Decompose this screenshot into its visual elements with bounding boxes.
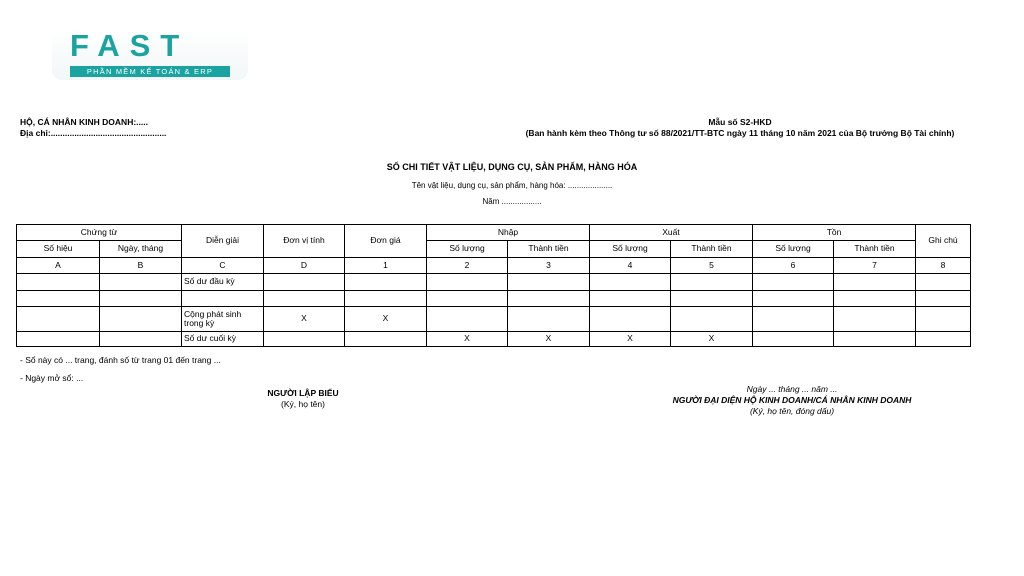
form-header bbox=[430, 117, 1024, 139]
logo-tagline: PHẦN MỀM KẾ TOÁN & ERP bbox=[70, 66, 230, 77]
code-cell: 7 bbox=[834, 258, 916, 274]
mark-cell: X bbox=[345, 307, 427, 332]
period-total-label: Cộng phát sinh trong kỳ bbox=[182, 307, 264, 332]
header-ton-thanh-tien: Thành tiền bbox=[834, 241, 916, 258]
code-cell: D bbox=[264, 258, 345, 274]
form-regulation: (Ban hành kèm theo Thông tư số 88/2021/TT-BTC ngày 11 tháng 10 năm 2021 của Bộ trưởng Bộ Tài chính) bbox=[525, 128, 955, 138]
code-cell: B bbox=[100, 258, 182, 274]
preparer-note: (Ký, họ tên) bbox=[281, 399, 325, 409]
open-date-note: - Ngày mở sổ: ... bbox=[20, 373, 84, 383]
header-xuat-thanh-tien: Thành tiền bbox=[671, 241, 753, 258]
header-don-gia: Đơn giá bbox=[345, 225, 427, 258]
form-number: Mẫu số S2-HKD bbox=[708, 117, 772, 127]
opening-balance-label: Số dư đầu kỳ bbox=[182, 274, 264, 291]
code-row bbox=[17, 258, 971, 274]
business-name: HỘ, CÁ NHÂN KINH DOANH:..... bbox=[20, 117, 148, 127]
header-ngay-thang: Ngày, tháng bbox=[100, 241, 182, 258]
representative-signature bbox=[642, 384, 942, 417]
preparer-signature bbox=[203, 388, 403, 410]
opening-balance-row bbox=[17, 274, 971, 291]
representative-title: NGƯỜI ĐẠI DIỆN HỘ KINH DOANH/CÁ NHÂN KINH DOANH bbox=[672, 395, 912, 405]
year-line: Năm .................. bbox=[482, 197, 542, 206]
code-cell: C bbox=[182, 258, 264, 274]
table-subheader-row bbox=[17, 241, 971, 258]
representative-note: (Ký, họ tên, đóng dấu) bbox=[749, 406, 835, 416]
header-don-vi-tinh: Đơn vị tính bbox=[264, 225, 345, 258]
blank-row bbox=[17, 291, 971, 307]
page-title: SỔ CHI TIẾT VẬT LIỆU, DỤNG CỤ, SẢN PHẨM, HÀNG HÓA bbox=[386, 162, 638, 172]
header-nhap-thanh-tien: Thành tiền bbox=[508, 241, 590, 258]
signature-date-line: Ngày ... tháng ... năm ... bbox=[746, 384, 838, 394]
header-dien-giai: Diễn giải bbox=[182, 225, 264, 258]
code-cell: 6 bbox=[753, 258, 834, 274]
code-cell: 8 bbox=[916, 258, 971, 274]
mark-cell: X bbox=[590, 332, 671, 347]
code-cell: 2 bbox=[427, 258, 508, 274]
ledger-table bbox=[16, 224, 971, 347]
code-cell: 4 bbox=[590, 258, 671, 274]
header-nhap: Nhập bbox=[427, 225, 590, 241]
header-chung-tu: Chứng từ bbox=[17, 225, 182, 241]
header-ton: Tồn bbox=[753, 225, 916, 241]
header-xuat: Xuất bbox=[590, 225, 753, 241]
header-ghi-chu: Ghi chú bbox=[916, 225, 971, 258]
logo-wordmark: FAST bbox=[70, 28, 190, 63]
item-name-line: Tên vật liệu, dụng cụ, sản phẩm, hàng hóa: .................... bbox=[411, 181, 613, 190]
table-header-row bbox=[17, 225, 971, 241]
header-xuat-so-luong: Số lượng bbox=[590, 241, 671, 258]
business-address: Địa chỉ:................................................. bbox=[20, 128, 167, 138]
code-cell: 1 bbox=[345, 258, 427, 274]
header-nhap-so-luong: Số lượng bbox=[427, 241, 508, 258]
code-cell: 3 bbox=[508, 258, 590, 274]
mark-cell: X bbox=[264, 307, 345, 332]
business-header bbox=[20, 117, 166, 139]
code-cell: A bbox=[17, 258, 100, 274]
preparer-title: NGƯỜI LẬP BIỂU bbox=[267, 388, 339, 398]
code-cell: 5 bbox=[671, 258, 753, 274]
mark-cell: X bbox=[508, 332, 590, 347]
pages-note: - Sổ này có ... trang, đánh số từ trang 01 đến trang ... bbox=[20, 355, 221, 365]
mark-cell: X bbox=[671, 332, 753, 347]
header-so-hieu: Số hiệu bbox=[17, 241, 100, 258]
mark-cell: X bbox=[427, 332, 508, 347]
period-total-row bbox=[17, 307, 971, 332]
closing-balance-row bbox=[17, 332, 971, 347]
header-ton-so-luong: Số lượng bbox=[753, 241, 834, 258]
closing-balance-label: Số dư cuối kỳ bbox=[182, 332, 264, 347]
